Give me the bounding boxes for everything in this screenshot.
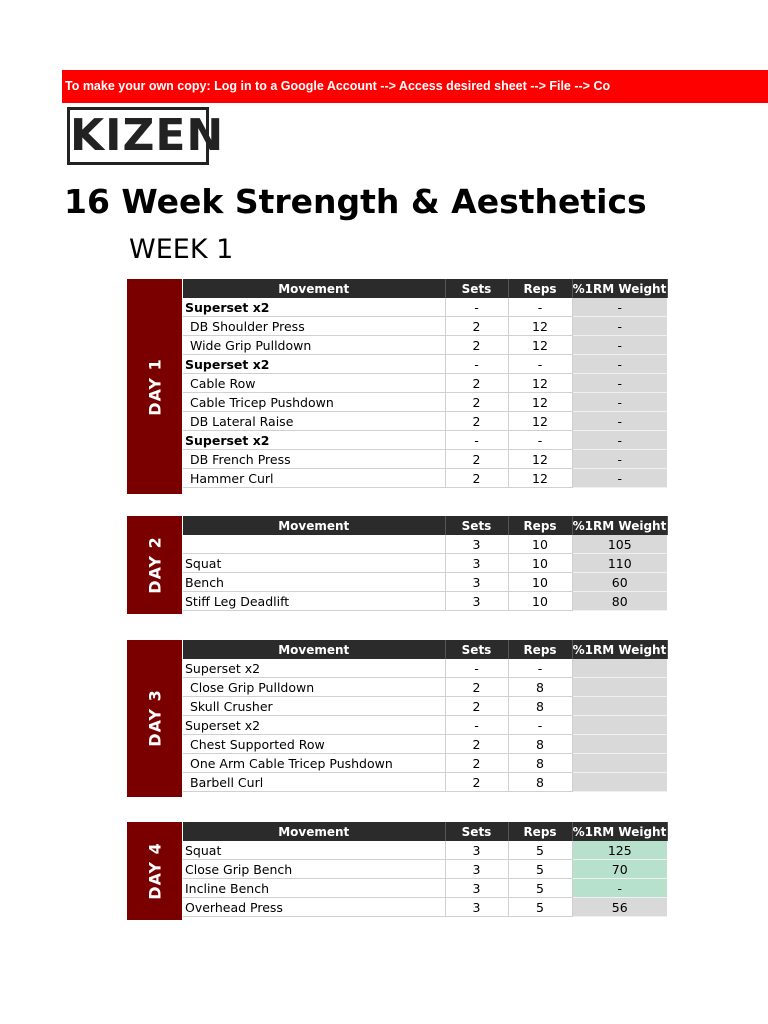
movement-cell[interactable]: Close Grip Pulldown [183,678,445,697]
table-row [183,754,667,773]
sets-cell[interactable]: - [445,355,508,374]
movement-cell[interactable]: Skull Crusher [183,697,445,716]
weight-cell[interactable]: - [572,317,667,336]
reps-cell[interactable]: 8 [508,754,572,773]
sets-cell[interactable]: 3 [445,898,508,917]
sets-header[interactable]: Sets [445,822,508,841]
weight-header[interactable]: %1RM Weight [572,822,667,841]
sets-cell[interactable]: - [445,659,508,678]
table-row [183,697,667,716]
day-label-text: DAY 2 [145,536,164,594]
reps-cell[interactable]: 5 [508,841,572,860]
table-row [183,535,667,554]
reps-cell[interactable]: 10 [508,554,572,573]
sets-cell[interactable]: 2 [445,697,508,716]
sets-cell[interactable]: 2 [445,735,508,754]
weight-cell[interactable]: - [572,298,667,317]
reps-cell[interactable]: 5 [508,898,572,917]
weight-cell[interactable]: - [572,412,667,431]
table-row [183,336,667,355]
table-row [183,393,667,412]
movement-header[interactable]: Movement [183,822,445,841]
movement-cell[interactable]: Superset x2 [183,431,445,450]
table-row [183,678,667,697]
sets-cell[interactable]: 2 [445,336,508,355]
weight-cell[interactable]: 80 [572,592,667,611]
reps-header[interactable]: Reps [508,516,572,535]
weight-cell[interactable]: - [572,355,667,374]
sets-cell[interactable]: 2 [445,450,508,469]
movement-cell[interactable]: Superset x2 [183,298,445,317]
reps-header[interactable]: Reps [508,279,572,298]
movement-cell[interactable]: Overhead Press [183,898,445,917]
reps-cell[interactable]: 8 [508,678,572,697]
table-row [183,317,667,336]
reps-cell[interactable]: - [508,431,572,450]
sets-cell[interactable]: - [445,431,508,450]
day-label [127,516,182,614]
sets-header[interactable]: Sets [445,640,508,659]
movement-cell[interactable]: One Arm Cable Tricep Pushdown [183,754,445,773]
table-row [183,773,667,792]
weight-cell[interactable]: - [572,374,667,393]
sets-cell[interactable]: 3 [445,535,508,554]
reps-cell[interactable]: - [508,659,572,678]
page-title: 16 Week Strength & Aesthetics [64,182,647,221]
table-row [183,898,667,917]
table-row [183,355,667,374]
sets-header[interactable]: Sets [445,279,508,298]
reps-cell[interactable]: 10 [508,592,572,611]
sets-cell[interactable]: 2 [445,317,508,336]
weight-cell[interactable]: - [572,393,667,412]
movement-cell[interactable]: Stiff Leg Deadlift [183,592,445,611]
weight-cell[interactable] [572,754,667,773]
weight-cell[interactable]: - [572,879,667,898]
day-block [127,279,669,494]
table-header-row [183,640,667,659]
table-row [183,554,667,573]
workout-table [183,516,668,611]
weight-header[interactable]: %1RM Weight [572,640,667,659]
weight-cell[interactable] [572,773,667,792]
reps-cell[interactable]: 5 [508,879,572,898]
movement-cell[interactable]: Superset x2 [183,355,445,374]
movement-cell[interactable]: Barbell Curl [183,773,445,792]
movement-cell[interactable]: DB French Press [183,450,445,469]
weight-cell[interactable]: 70 [572,860,667,879]
day-block [127,640,669,797]
day-label-text: DAY 1 [145,357,164,416]
movement-cell[interactable]: Cable Tricep Pushdown [183,393,445,412]
reps-cell[interactable]: - [508,355,572,374]
movement-cell[interactable]: Incline Bench [183,879,445,898]
weight-cell[interactable]: - [572,450,667,469]
table-row [183,412,667,431]
table-row [183,469,667,488]
reps-cell[interactable]: 8 [508,773,572,792]
sets-cell[interactable]: - [445,716,508,735]
movement-cell[interactable]: Close Grip Bench [183,860,445,879]
movement-cell[interactable]: Cable Row [183,374,445,393]
kizen-logo: KIZEN [67,107,209,165]
movement-cell[interactable]: DB Lateral Raise [183,412,445,431]
reps-cell[interactable]: 12 [508,393,572,412]
table-row [183,573,667,592]
sets-cell[interactable]: 3 [445,554,508,573]
reps-cell[interactable]: 5 [508,860,572,879]
day-block [127,516,669,614]
reps-cell[interactable]: 12 [508,469,572,488]
table-row [183,841,667,860]
table-row [183,374,667,393]
sets-cell[interactable]: 2 [445,754,508,773]
weight-header[interactable]: %1RM Weight [572,516,667,535]
movement-cell[interactable]: Superset x2 [183,659,445,678]
table-row [183,659,667,678]
movement-cell[interactable]: Squat [183,841,445,860]
table-row [183,716,667,735]
workout-table [183,640,668,792]
table-header-row [183,279,667,298]
day-block [127,822,669,920]
weight-cell[interactable]: - [572,336,667,355]
workout-table [183,279,668,488]
table-row [183,298,667,317]
table-row [183,592,667,611]
copy-instructions-banner: To make your own copy: Log in to a Google Account --> Access desired sheet --> File --> Co [62,70,768,103]
weight-cell[interactable] [572,697,667,716]
sets-cell[interactable]: 3 [445,860,508,879]
sets-cell[interactable]: 3 [445,841,508,860]
workout-table [183,822,668,917]
reps-cell[interactable]: 12 [508,412,572,431]
sets-cell[interactable]: 2 [445,412,508,431]
table-row [183,879,667,898]
sets-cell[interactable]: 2 [445,469,508,488]
weight-cell[interactable]: 105 [572,535,667,554]
table-row [183,450,667,469]
movement-header[interactable]: Movement [183,516,445,535]
sets-cell[interactable]: - [445,298,508,317]
reps-header[interactable]: Reps [508,822,572,841]
sets-cell[interactable]: 2 [445,773,508,792]
weight-cell[interactable]: 60 [572,573,667,592]
table-row [183,860,667,879]
day-label [127,279,182,494]
sets-cell[interactable]: 3 [445,592,508,611]
reps-cell[interactable]: 8 [508,697,572,716]
weight-cell[interactable]: - [572,431,667,450]
table-header-row [183,516,667,535]
day-label [127,640,182,797]
reps-cell[interactable]: 10 [508,573,572,592]
movement-cell[interactable]: Bench [183,573,445,592]
table-row [183,735,667,754]
movement-cell[interactable]: Chest Supported Row [183,735,445,754]
movement-cell[interactable]: Wide Grip Pulldown [183,336,445,355]
sets-cell[interactable]: 2 [445,374,508,393]
weight-cell[interactable]: 56 [572,898,667,917]
sets-cell[interactable]: 2 [445,678,508,697]
weight-cell[interactable] [572,659,667,678]
reps-cell[interactable]: - [508,298,572,317]
reps-cell[interactable]: 12 [508,336,572,355]
reps-cell[interactable]: - [508,716,572,735]
movement-header[interactable]: Movement [183,279,445,298]
movement-cell[interactable]: DB Shoulder Press [183,317,445,336]
movement-header[interactable]: Movement [183,640,445,659]
table-header-row [183,822,667,841]
sets-cell[interactable]: 3 [445,573,508,592]
weight-header[interactable]: %1RM Weight [572,279,667,298]
weight-cell[interactable] [572,735,667,754]
day-label [127,822,182,920]
reps-cell[interactable]: 12 [508,374,572,393]
reps-cell[interactable]: 12 [508,450,572,469]
weight-cell[interactable]: - [572,469,667,488]
weight-cell[interactable]: 125 [572,841,667,860]
reps-header[interactable]: Reps [508,640,572,659]
weight-cell[interactable] [572,678,667,697]
reps-cell[interactable]: 8 [508,735,572,754]
table-row [183,431,667,450]
weight-cell[interactable] [572,716,667,735]
movement-cell[interactable]: Hammer Curl [183,469,445,488]
movement-cell[interactable]: Superset x2 [183,716,445,735]
day-label-text: DAY 3 [145,689,164,747]
reps-cell[interactable]: 10 [508,535,572,554]
weight-cell[interactable]: 110 [572,554,667,573]
sets-cell[interactable]: 3 [445,879,508,898]
day-label-text: DAY 4 [145,842,164,900]
week-heading: WEEK 1 [129,234,234,265]
movement-cell[interactable]: Squat [183,554,445,573]
sets-header[interactable]: Sets [445,516,508,535]
sets-cell[interactable]: 2 [445,393,508,412]
reps-cell[interactable]: 12 [508,317,572,336]
movement-cell[interactable] [183,535,445,554]
